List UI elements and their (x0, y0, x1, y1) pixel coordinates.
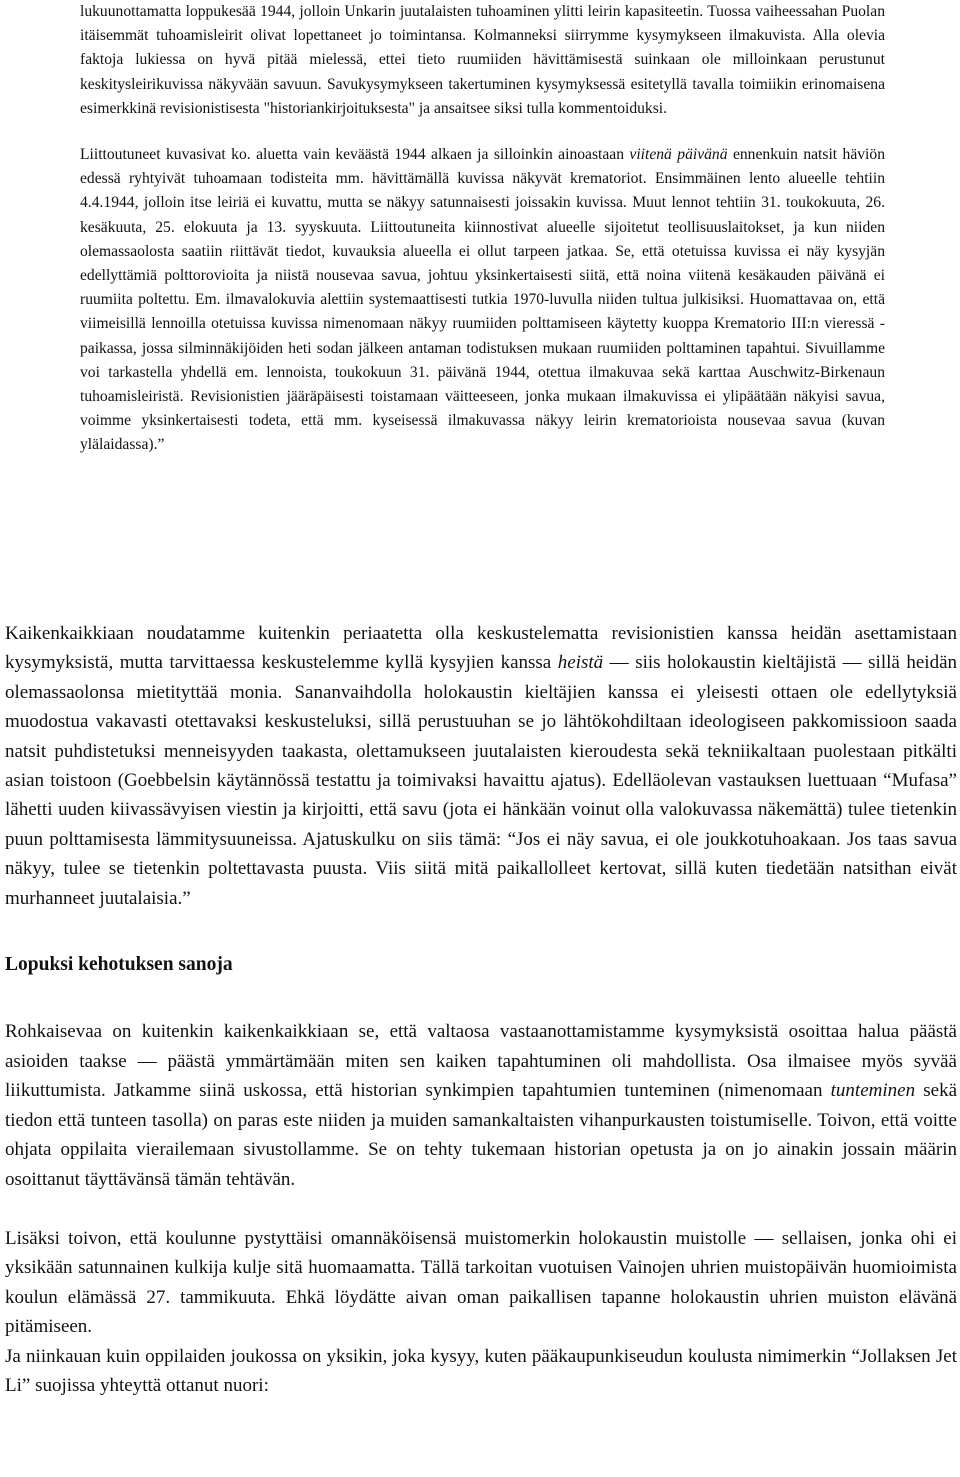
quoted-answer (80, 0, 885, 458)
body-p2-text-b: sekä tiedon että tunteen tasolla) on paras este niiden ja muiden samankaltaisten vihanpurkausten toistumiselle. Toivon, että voitte ohjata oppilaita vierailemaan sivustollamme. Se on tehty tukemaan historian opetusta ja on jo ainakin jossain määrin osoittanut täyttävänsä tämän tehtävän. (5, 1080, 957, 1190)
body-paragraph-4: Ja niinkauan kuin oppilaiden joukossa on yksikin, joka kysyy, kuten pääkaupunkiseudun koulusta nimimerkin “Jollaksen Jet Li” suojissa yhteyttä ottanut nuori: (5, 1345, 957, 1396)
quote-paragraph-1 (80, 0, 885, 121)
quote-p2-text-a: Liittoutuneet kuvasivat ko. aluetta vain keväästä 1944 alkaen ja silloinkin ainoastaan (80, 146, 630, 164)
body-paragraph-3: Lisäksi toivon, että koulunne pystyttäisi omannäköisensä muistomerkin holokaustin muistolle — sellaisen, jonka ohi ei yksikään satunnainen kulkija kulje sitä huomaamatta. Tällä tarkoitan vuotuisen Vainojen uhrien muistopäivän huomioimista koulun elämässä 27. tammikuuta. Ehkä löydätte aivan oman paikallisen tapanne holokaustin uhrien muiston elävänä pitämiseen. (5, 1227, 957, 1338)
quote-p2-emphasis: viitenä päivänä (629, 146, 728, 164)
quote-p2-text-b: ennenkuin natsit häviön edessä ryhtyivät tuhoamaan todisteita mm. hävittämällä kuvissa näkyvät krematoriot. Ensimmäinen lento alueelle tehtiin 4.4.1944, jolloin itse leiriä ei kuvattu, mutta se näkyy satunnaisesti joissakin kuvissa. Muut lennot tehtiin 31. toukokuuta, 26. kesäkuuta, 25. elokuuta ja 13. syyskuuta. Liittoutuneita kiinnostivat alueelle sijoitetut teollisuuslaitokset, ja kun niiden olemassaolosta saatiin riittävät tiedot, kuvauksia alueella ei ollut tarpeen jatkaa. Se, että otetuissa kuvissa ei näy kysyjän edellyttämiä polttorovioita ja niistä nousevaa savua, johtuu yksinkertaisesti siitä, että noina viitenä kesäkauden päivänä ei ruumiita poltettu. Em. ilmavalokuvia alettiin systemaattisesti tutkia 1970-luvulla niiden tultua julkisiksi. Huomattavaa on, että viimeisillä lennoilla otetuissa kuvissa nimenomaan näkyy ruumiiden polttamiseen käytetty kuoppa Krematorio III:n vieressä - paikassa, jossa silminnäkijöiden heti sodan jälkeen antaman todistuksen mukaan ruumiiden polttaminen tapahtui. Sivuillamme voi tarkastella yhdellä em. lennoista, toukokuun 31. päivänä 1944, otettua ilmakuvaa sekä karttaa Auschwitz-Birkenaun tuhoamisleiristä. Revisionistien jääräpäisesti toistamaan väitteeseen, jonka mukaan ilmakuvissa ei ylipäätään näkyisi savua, voimme yksinkertaisesti todeta, että mm. kyseisessä ilmakuvassa näkyy leirin krematorioista nousevaa savua (kuvan ylälaidassa).” (80, 146, 885, 454)
body-paragraph-2 (5, 1017, 957, 1193)
body-p2-emphasis: tunteminen (830, 1080, 916, 1102)
body-p1-text-a: Kaikenkaikkiaan noudatamme kuitenkin periaatetta olla keskustelematta revisionistien kanssa heidän asettamistaan kysymyksistä, mutta tarvittaessa keskustelemme kyllä kysyjien kanssa (5, 623, 957, 674)
main-text (5, 619, 957, 1400)
body-p2-text-a: Rohkaisevaa on kuitenkin kaikenkaikkiaan se, että valtaosa vastaanottamistamme kysymyksistä osoittaa halua päästä asioiden taakse — päästä ymmärtämään miten sen kaiken tapahtuminen oli mahdollista. Osa ilmaisee myös syvää liikuttumista. Jatkamme siinä uskossa, että historian synkimpien tapahtumien tunteminen (nimenomaan (5, 1021, 957, 1102)
body-p1-text-b: — siis holokaustin kieltäjistä — sillä heidän olemassaolonsa mietityttää monia. Sananvaihdolla holokaustin kieltäjien kanssa ei yleisesti ottaen ole edellytyksiä muodostua vakavasti otettavaksi keskusteluksi, sillä perustuuhan se jo lähtökohdiltaan ideologiseen pakkomissioon saada natsit puhdistetuksi menneisyyden taakasta, olettamukseen juutalaisten kieroudesta sekä tekniikaltaan puolestaan pitkälti asian toistoon (Goebbelsin käytännössä testattu ja toimivaksi havaittu ajatus). Edelläolevan vastauksen luettuaan “Mufasa” lähetti uuden kiivassävyisen viestin ja kirjoitti, että savu (jota ei hänkään voinut olla valokuvassa näkemättä) tulee tietenkin puun polttamisesta lämmitysuuneissa. Ajatuskulku on siis tämä: “Jos ei näy savua, ei ole joukkotuhoakaan. Jos taas savua näkyy, tulee se tietenkin poltettavasta puusta. Viis siitä mitä paikallolleet kertovat, sillä kuten tiedetään natsithan eivät murhanneet juutalaisia.” (5, 652, 957, 909)
body-paragraph-1 (5, 619, 957, 913)
body-p1-emphasis: heistä (557, 652, 604, 674)
quote-p1-text: lukuunottamatta loppukesää 1944, jolloin Unkarin juutalaisten tuhoaminen ylitti leirin kapasiteetin. Tuossa vaiheessahan Puolan itäisemmät tuhoamisleirit olivat lopettaneet jo toimintansa. Kolmanneksi siirrymme kysymykseen ilmakuvista. Alla olevia faktoja lukiessa on hyvä pitää mielessä, ettei tieto ruumiiden hävittämisestä suinkaan ole milloinkaan perustunut keskitysleirikuvissa näkyvään savuun. Savukysymykseen takertuminen kysymyksessä esitetyllä tavalla toimiikin erinomaisena esimerkkinä revisionistisesta "historiankirjoituksesta" ja ansaitsee siksi tulla kommentoiduksi. (80, 3, 885, 117)
quote-paragraph-2 (80, 143, 885, 458)
section-heading: Lopuksi kehotuksen sanoja (5, 954, 233, 976)
